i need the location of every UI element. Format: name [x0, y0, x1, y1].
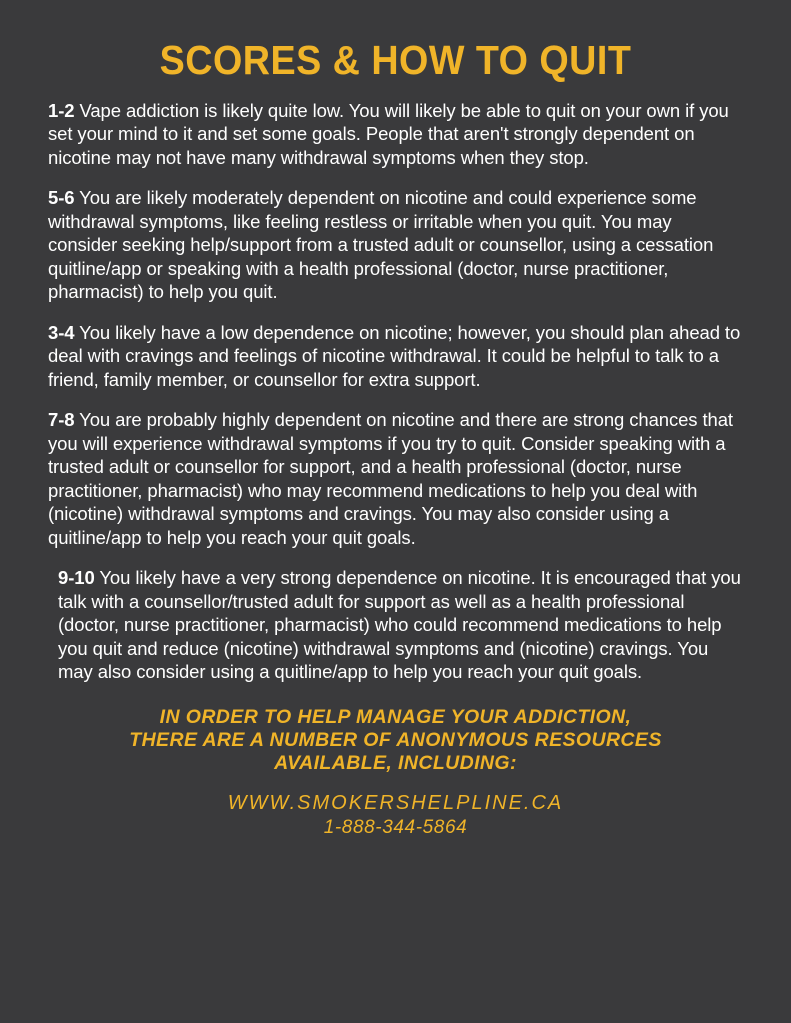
resources-callout-line-2: THERE ARE A NUMBER OF ANONYMOUS RESOURCES: [129, 729, 662, 752]
score-text: You likely have a low dependence on nicotine; however, you should plan ahead to deal with cravings and feelings of nicotine withdrawal. It could be helpful to talk to a friend, family member, or counsellor for extra support.: [48, 321, 741, 390]
page-title: SCORES & HOW TO QUIT: [159, 37, 632, 83]
score-text: Vape addiction is likely quite low. You will likely be able to quit on your own if you set your mind to it and set some goals. People that aren't strongly dependent on nicotine may not have many withdrawal symptoms when they stop.: [48, 100, 729, 168]
score-entry-7-8: [48, 408, 743, 549]
score-label: 9-10: [58, 567, 95, 589]
score-text: You are probably highly dependent on nicotine and there are strong chances that you will experience withdrawal symptoms if you try to quit. Consider speaking with a trusted adult or counsellor for support, and a health professional (doctor, nurse practitioner, pharmacist) who may recommend medications to help you deal with (nicotine) withdrawal symptoms and cravings. You may also consider using a quitline/app to help you reach your quit goals.: [48, 409, 733, 548]
score-text: You likely have a very strong dependence on nicotine. It is encouraged that you talk with a counsellor/trusted adult for support as well as a health professional (doctor, nurse practitioner, pharmacist) who could recommend medications to help you quit and reduce (nicotine) withdrawal symptoms and (nicotine) cravings. You may also consider using a quitline/app to help you reach your quit goals.: [58, 567, 741, 683]
score-entry-3-4: [48, 321, 743, 391]
score-label: 3-4: [48, 321, 75, 343]
website-link[interactable]: WWW.SMOKERSHELPLINE.CA: [227, 791, 564, 814]
score-label: 7-8: [48, 409, 75, 431]
score-entry-9-10: [48, 566, 743, 683]
score-label: 5-6: [48, 187, 75, 209]
resources-callout: [48, 706, 743, 776]
score-entry-1-2: [48, 99, 743, 169]
score-label: 1-2: [48, 100, 75, 121]
contact-info: [48, 790, 743, 841]
resources-callout-line-3: AVAILABLE, INCLUDING:: [274, 752, 517, 775]
score-text: You are likely moderately dependent on nicotine and could experience some withdrawal symptoms, like feeling restless or irritable when you quit. You may consider seeking help/support from a trusted adult or counsellor, using a cessation quitline/app or speaking with a health professional (doctor, nurse practitioner, pharmacist) to help you quit.: [48, 187, 714, 303]
phone-number[interactable]: 1-888-344-5864: [323, 816, 468, 838]
resources-callout-line-1: IN ORDER TO HELP MANAGE YOUR ADDICTION,: [159, 705, 632, 728]
score-entry-5-6: [48, 186, 743, 303]
